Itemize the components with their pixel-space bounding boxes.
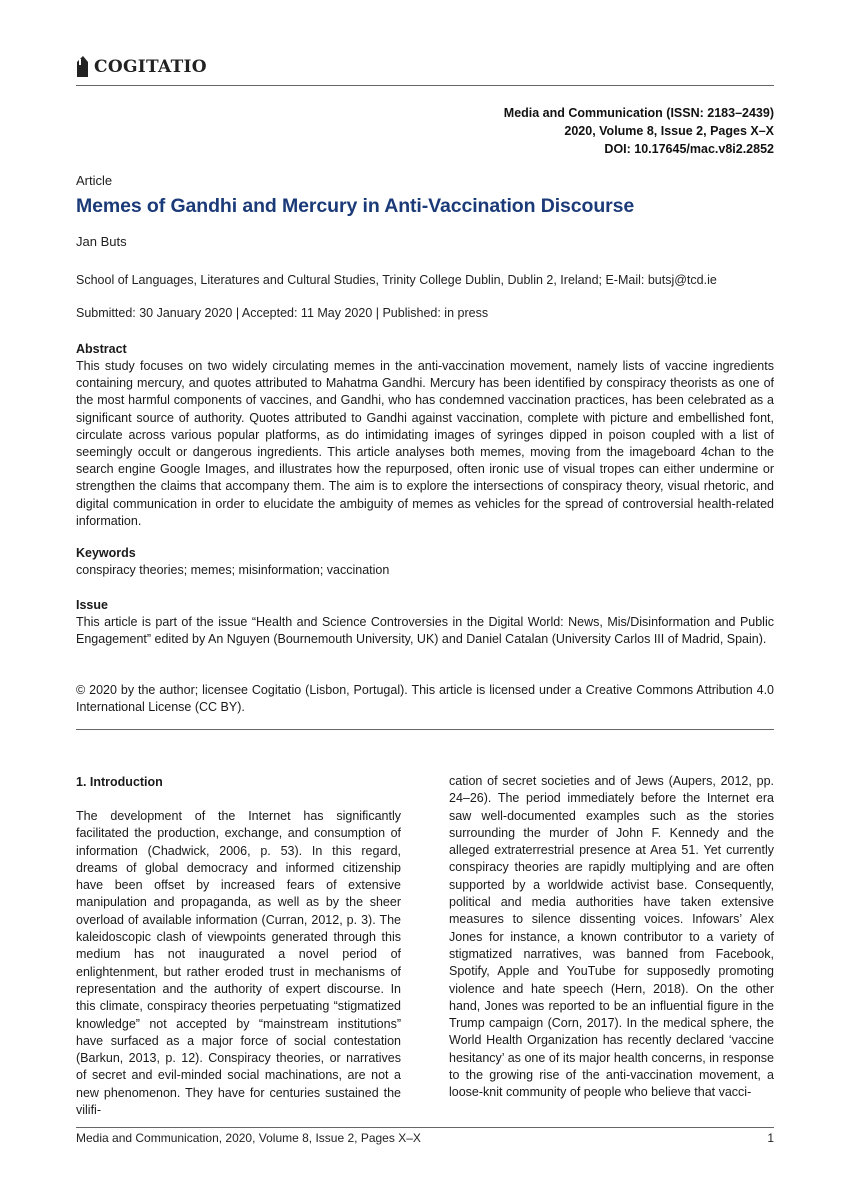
issue-text: This article is part of the issue “Health and Science Controversies in the Digital World: News, Mis/Disinformation and Public Engagement” edited by An Nguyen (Bournemouth University, UK) and Daniel Catalan (University Carlos III of Madrid, Spain). [76,615,774,647]
journal-info [504,104,774,158]
license-text: © 2020 by the author; licensee Cogitatio (Lisbon, Portugal). This article is licensed under a Creative Commons Attribution 4.0 International License (CC BY). [76,683,774,715]
author-affiliation: School of Languages, Literatures and Cultural Studies, Trinity College Dublin, Dublin 2, Ireland; E-Mail: butsj@tcd.ie [76,273,717,287]
body-column-left [76,774,401,1119]
keywords-text: conspiracy theories; memes; misinformation; vaccination [76,563,390,577]
journal-doi: DOI: 10.17645/mac.v8i2.2852 [604,142,774,156]
abstract-heading: Abstract [76,342,127,356]
section-heading: 1. Introduction [76,775,163,789]
article-type: Article [76,173,113,188]
abstract-text: This study focuses on two widely circulating memes in the anti-vaccination movement, namely lists of vaccine ingredients containing mercury, and quotes attributed to Mahatma Gandhi. Mercury has been identified by conspiracy theorists as one of the most harmful components of vaccines, and Gandhi, who has condemned vaccination practices, has been celebrated as a significant source of authority. Quotes attributed to Gandhi against vaccination, complete with picture and embellished font, circulate across various popular platforms, as do intimidating images of syringes dipped in poison coupled with a list of seemingly occult or dangerous ingredients. This article analyses both memes, moving from the imageboard 4chan to the search engine Google Images, and illustrates how the repurposed, often ironic use of visual tropes can either undermine or strengthen the claims that accompany them. The aim is to explore the intersections of conspiracy theory, visual rhetoric, and digital communication in order to elucidate the ambiguity of memes as vehicles for the spread of controversial health-related information. [76,359,774,528]
keywords-heading: Keywords [76,546,136,560]
front-matter-divider [76,729,774,730]
logo-text: COGITATIO [94,57,207,77]
license-section [76,682,774,716]
article-title: Memes of Gandhi and Mercury in Anti-Vaccination Discourse [76,195,635,217]
body-column-right [449,773,774,1102]
issue-heading: Issue [76,598,108,612]
body-text-right: cation of secret societies and of Jews (Aupers, 2012, pp. 24–26). The period immediately before the Internet era saw well-documented examples such as the stories surrounding the murder of John F. Kennedy and the alleged extraterrestrial presence at Area 51. Yet currently conspiracy theories are rapidly multiplying and are often supported by a worldwide activist base. Consequently, political and media authorities have taken extensive measures to silence dissenting voices. Infowars’ Alex Jones for instance, a known contributor to a variety of stigmatized narratives, was banned from Facebook, Spotify, Apple and YouTube for supposedly promoting violence and hate speech (Hern, 2018). On the other hand, Jones was reported to be an influential figure in the Trump campaign (Corn, 2017). In the medical sphere, the World Health Organization has recently declared ‘vaccine hesitancy’ as one of its major health concerns, in response to the growing rise of the anti-vaccination movement, a loose-knit community of people who believe that vacci- [449,774,774,1100]
issue-section [76,597,774,648]
footer-divider [76,1127,774,1128]
page-number: 1 [767,1131,774,1145]
footer-citation: Media and Communication, 2020, Volume 8, Issue 2, Pages X–X [76,1131,421,1145]
cogitatio-logo-icon [76,56,90,78]
journal-volume: 2020, Volume 8, Issue 2, Pages X–X [564,124,774,138]
abstract-section [76,341,774,530]
keywords-section [76,545,774,579]
body-text-left: The development of the Internet has significantly facilitated the production, exchange, and consumption of information (Chadwick, 2006, p. 53). In this regard, dreams of global democracy and informed citizenship have been offset by increased fears of extensive manipulation and propaganda, as well as by the sheer overload of available information (Curran, 2012, p. 3). The kaleidoscopic clash of viewpoints generated through this medium has not inaugurated a novel period of enlightenment, but rather eroded trust in mechanisms of representation and the authority of expert discourse. In this climate, conspiracy theories perpetuating “stigmatized knowledge” not accepted by “mainstream institutions” have surfaced as a major force of social contestation (Barkun, 2013, p. 12). Conspiracy theories, or narratives of secret and evil-minded social machinations, are not a new phenomenon. They have for centuries sustained the vilifi- [76,809,401,1118]
author-name: Jan Buts [76,234,127,249]
publisher-logo [76,52,207,82]
header-divider [76,85,774,86]
publication-dates: Submitted: 30 January 2020 | Accepted: 11 May 2020 | Published: in press [76,306,489,320]
journal-issn: Media and Communication (ISSN: 2183–2439) [503,106,774,120]
